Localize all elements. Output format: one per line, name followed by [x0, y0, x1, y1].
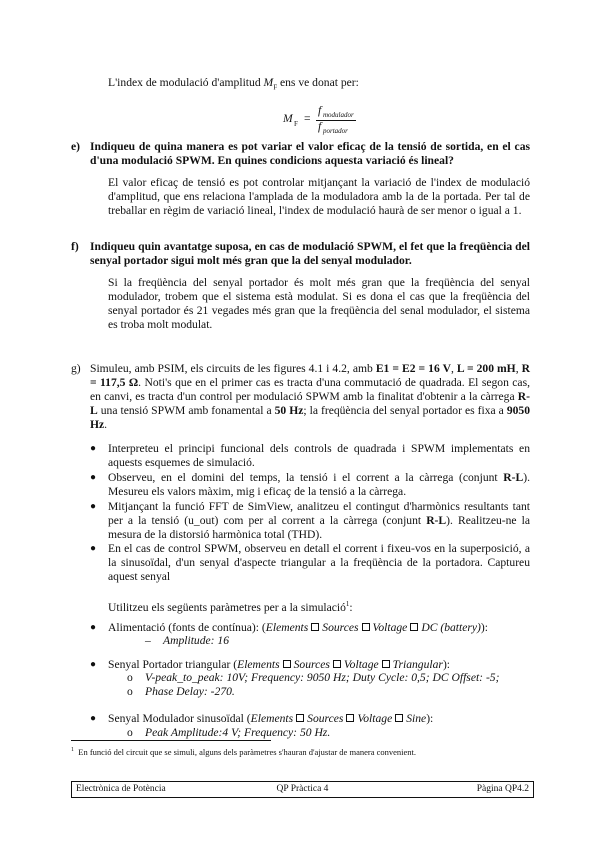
bullet-icon: ● [90, 472, 97, 483]
bullet-icon: ● [90, 659, 97, 670]
question-g-label: g) [71, 362, 81, 375]
param-amplitude: Amplitude: 16 [163, 634, 230, 647]
triangular-params-line2: Phase Delay: -270. [145, 685, 235, 698]
circle-marker-icon: o [127, 671, 133, 684]
param-sinusoidal: Senyal Modulador sinusoïdal (Elements Sources Voltage Sine): [108, 712, 434, 725]
bullet-2: Observeu, en el domini del temps, la tensió i el corrent a la càrrega (conjunt R-L). Mesureu els valors màxim, mig i eficaç de la tensió a la càrrega. [108, 471, 530, 498]
bullet-icon: ● [90, 713, 97, 724]
bullet-1: Interpreteu el principi funcional dels controls de quadrada i SPWM implementats en aquests esquemes de simulació. [108, 442, 530, 469]
question-e-label: e) [71, 140, 81, 153]
intro-line: L'index de modulació d'amplitud $M_F$ ens ve donat per: [108, 76, 359, 92]
footer-left: Electrònica de Potència [76, 784, 166, 794]
footer-center: QP Pràctica 4 [276, 784, 329, 794]
dash-icon: – [145, 634, 151, 647]
sinusoidal-params-line1: Peak Amplitude:4 V; Frequency: 50 Hz. [145, 726, 331, 739]
question-f-label: f) [71, 240, 79, 253]
modulation-index-formula: M F = f modulador f portador [283, 104, 363, 136]
footnote: $^1$ En funció del circuit que se simuli, alguns dels paràmetres s'hauran d'ajustar de manera convenient. [71, 746, 417, 757]
param-alimentacio: Alimentació (fonts de contínua): (Elements Sources Voltage DC (battery)): [108, 621, 488, 634]
params-intro: Utilitzeu els següents paràmetres per a la simulació$^1$: [108, 600, 353, 614]
question-e-text: Indiqueu de quina manera es pot variar el valor eficaç de la tensió de sortida, en el cas d'una modulació SPWM. En quines condicions aquesta variació és lineal? [90, 140, 530, 167]
footnote-separator [71, 740, 271, 741]
circle-marker-icon: o [127, 685, 133, 698]
question-f-text: Indiqueu quin avantatge suposa, en cas de modulació SPWM, el fet que la freqüència del senyal portador sigui molt més gran que la del senyal modulador. [90, 240, 530, 267]
bullet-icon: ● [90, 543, 97, 554]
page-footer [71, 781, 534, 798]
param-triangular: Senyal Portador triangular (Elements Sources Voltage Triangular): [108, 658, 451, 671]
question-g-text: Simuleu, amb PSIM, els circuits de les figures 4.1 i 4.2, amb E1 = E2 = 16 V, L = 200 mH, R = 117,5 Ω. Noti's que en el primer cas es tracta d'una commutació de quadrada. El segon cas, en canvi, es tracta d'un control per modulació SPWM amb la finalitat d'obtenir a la càrrega R-L una tensió SPWM amb fonamental a 50 Hz; la freqüència del senyal portador es fixa a 9050 Hz. [90, 362, 530, 431]
bullet-3: Mitjançant la funció FFT de SimView, analitzeu el contingut d'harmònics resultants tant per a la tensió (u_out) com per al corrent a la càrrega (conjunt R-L). Realitzeu-ne la mesura de la distorsió harmònica total (THD). [108, 500, 530, 541]
bullet-4: En el cas de control SPWM, observeu en detall el corrent i fixeu-vos en la superposició, a la sinusoïdal, d'un senyal d'aspecte triangular a la freqüència de la portadora. Captureu aquest senyal [108, 542, 530, 583]
answer-e-text: El valor eficaç de tensió es pot controlar mitjançant la variació de l'index de modulació d'amplitud, que ens relaciona l'amplada de la moduladora amb la de la portada. Per tal de treballar en règim de variació lineal, l'index de modulació haurà de ser menor o igual a 1. [108, 176, 530, 217]
bullet-icon: ● [90, 501, 97, 512]
bullet-icon: ● [90, 622, 97, 633]
circle-marker-icon: o [127, 726, 133, 739]
bullet-icon: ● [90, 443, 97, 454]
answer-f-text: Si la freqüència del senyal portador és molt més gran que la freqüència del senyal modulador, trobem que el sistema està modulat. Si es dona el cas que la freqüència del senyal portador és 21 vegades més gran que la freqüència del senal modulador, el sistema es troba molt modulat. [108, 276, 530, 331]
footer-right: Pàgina QP4.2 [476, 784, 529, 794]
triangular-params-line1: V-peak_to_peak: 10V; Frequency: 9050 Hz; Duty Cycle: 0,5; DC Offset: -5; [145, 671, 500, 684]
